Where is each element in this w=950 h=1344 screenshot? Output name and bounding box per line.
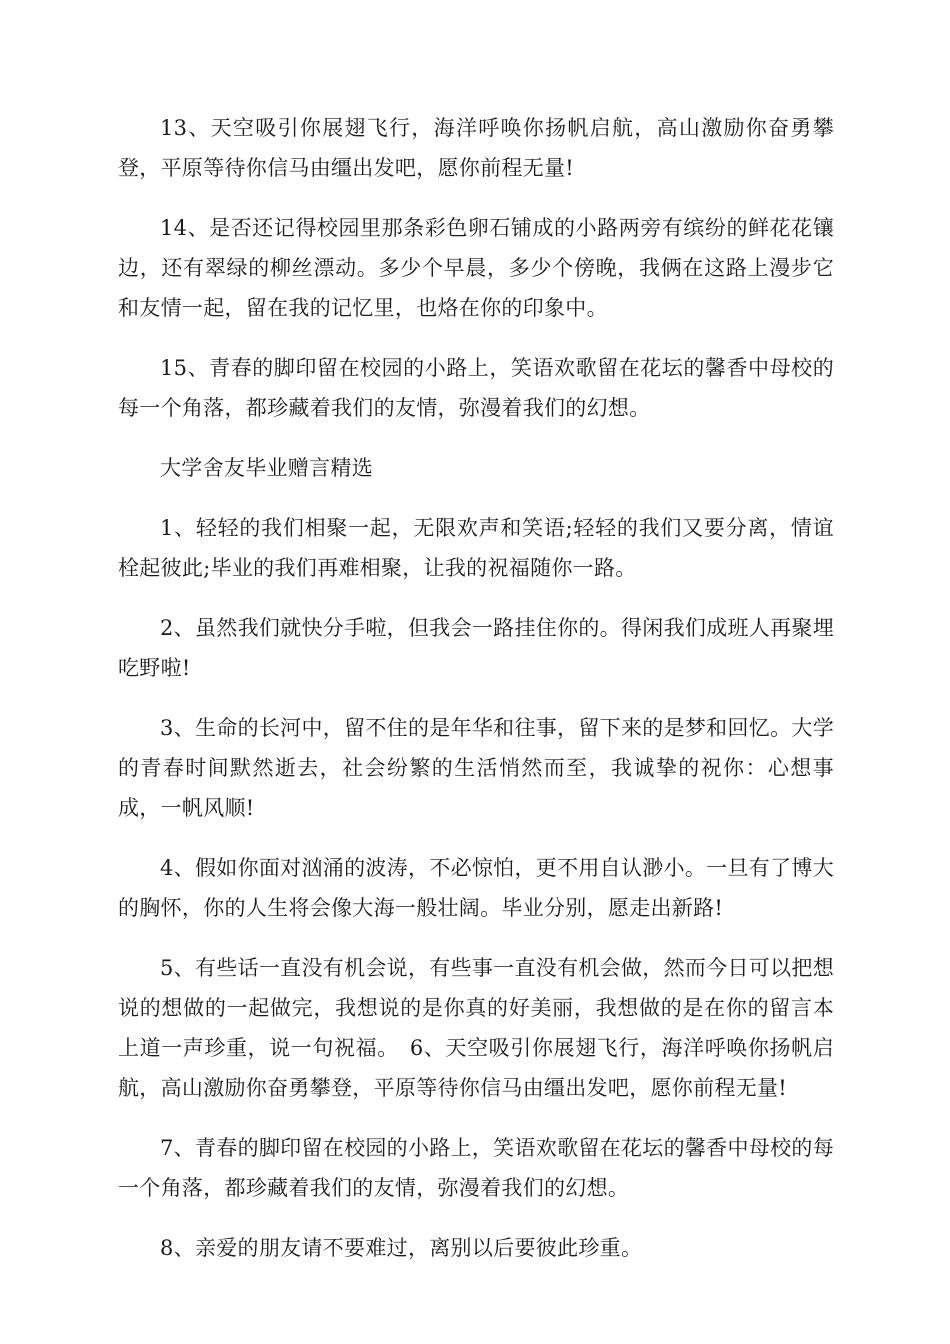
paragraph-2: 2、虽然我们就快分手啦，但我会一路挂住你的。得闲我们成班人再聚埋吃野啦!	[118, 616, 834, 680]
paragraph-15: 15、青春的脚印留在校园的小路上，笑语欢歌留在花坛的馨香中母校的每一个角落，都珍藏着我们的友情，弥漫着我们的幻想。	[118, 356, 834, 420]
section-title: 大学舍友毕业赠言精选	[160, 456, 373, 480]
paragraph-4: 4、假如你面对汹涌的波涛，不必惊怕，更不用自认渺小。一旦有了博大的胸怀，你的人生将会像大海一般壮阔。毕业分别，愿走出新路!	[118, 856, 834, 920]
paragraph-14: 14、是否还记得校园里那条彩色卵石铺成的小路两旁有缤纷的鲜花花镶边，还有翠绿的柳丝漂动。多少个早晨，多少个傍晚，我俩在这路上漫步它和友情一起，留在我的记忆里，也烙在你的印象中。	[118, 216, 834, 320]
paragraph-8: 8、亲爱的朋友请不要难过，离别以后要彼此珍重。	[160, 1236, 643, 1260]
document-page	[118, 108, 834, 1268]
paragraph-3: 3、生命的长河中，留不住的是年华和往事，留下来的是梦和回忆。大学的青春时间默然逝去，社会纷繁的生活悄然而至，我诚挚的祝你：心想事成，一帆风顺!	[118, 716, 834, 820]
paragraph-7: 7、青春的脚印留在校园的小路上，笑语欢歌留在花坛的馨香中母校的每一个角落，都珍藏着我们的友情，弥漫着我们的幻想。	[118, 1136, 834, 1200]
paragraph-1: 1、轻轻的我们相聚一起，无限欢声和笑语;轻轻的我们又要分离，情谊栓起彼此;毕业的我们再难相聚，让我的祝福随你一路。	[118, 516, 834, 580]
paragraph-5-6: 5、有些话一直没有机会说，有些事一直没有机会做，然而今日可以把想说的想做的一起做完，我想说的是你真的好美丽，我想做的是在你的留言本上道一声珍重，说一句祝福。 6、天空吸引你展翅飞行，海洋呼唤你扬帆启航，高山激励你奋勇攀登，平原等待你信马由缰出发吧，愿你前程无量!	[118, 956, 834, 1100]
paragraph-13: 13、天空吸引你展翅飞行，海洋呼唤你扬帆启航，高山激励你奋勇攀登，平原等待你信马由缰出发吧，愿你前程无量!	[118, 116, 834, 180]
